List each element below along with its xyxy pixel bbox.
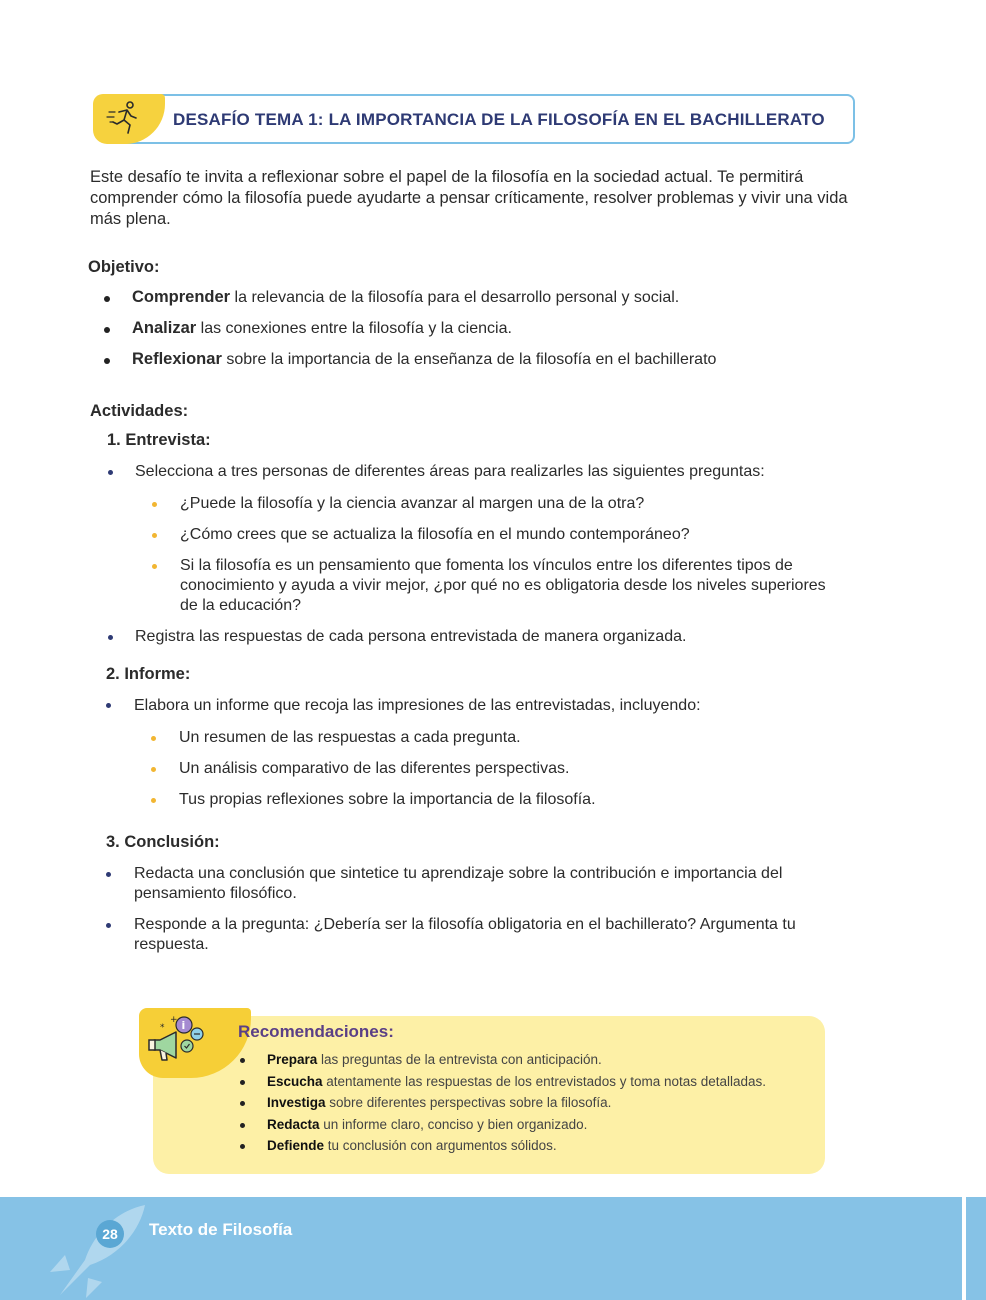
objective-list [104, 288, 716, 381]
recommendation-item [240, 1095, 766, 1117]
bullet [152, 502, 157, 507]
recommendation-text: atentamente las respuestas de los entrevistados y toma notas detalladas. [322, 1073, 767, 1089]
bullet [152, 533, 157, 538]
intro-paragraph: Este desafío te invita a reflexionar sobre el papel de la filosofía en la sociedad actual. Te permitirá comprender cómo la filosofía puede ayudarte a pensar críticamente, resolver problemas y vivir una vida más plena. [90, 168, 848, 228]
recommendation-keyword: Investiga [267, 1095, 326, 1110]
interview-question: ¿Cómo crees que se actualiza la filosofía en el mundo contemporáneo? [180, 526, 690, 543]
bullet [106, 703, 111, 708]
svg-text:i: i [181, 1019, 186, 1032]
running-person-icon [105, 98, 145, 138]
objective-heading: Objetivo: [88, 258, 160, 276]
objective-item-text: la relevancia de la filosofía para el desarrollo personal y social. [230, 289, 680, 306]
objective-item [104, 319, 716, 350]
bullet [151, 736, 156, 741]
bullet [106, 872, 111, 877]
recommendation-text: un informe claro, conciso y bien organizado. [319, 1116, 588, 1132]
bullet [151, 767, 156, 772]
recommendation-item [240, 1074, 766, 1096]
recommendation-keyword: Defiende [267, 1138, 325, 1153]
recommendation-item [240, 1052, 766, 1074]
recommendation-item [240, 1117, 766, 1139]
recommendation-item [240, 1138, 766, 1160]
report-subitem: Un resumen de las respuestas a cada pregunta. [179, 729, 521, 746]
svg-text:+: + [170, 1015, 178, 1025]
recommendations-list [240, 1052, 766, 1160]
page-number: 28 [96, 1220, 124, 1248]
interview-question: ¿Puede la filosofía y la ciencia avanzar al margen una de la otra? [180, 495, 645, 512]
objective-item-keyword: Analizar [132, 319, 197, 337]
recommendation-keyword: Redacta [267, 1116, 320, 1132]
recommendation-keyword: Prepara [267, 1052, 318, 1067]
bullet [108, 470, 113, 475]
report-heading: 2. Informe: [106, 665, 191, 683]
book-title: Texto de Filosofía [149, 1220, 293, 1239]
bullet [108, 635, 113, 640]
page-title: DESAFÍO TEMA 1: LA IMPORTANCIA DE LA FILOSOFÍA EN EL BACHILLERATO [173, 110, 825, 129]
megaphone-icon [146, 1010, 212, 1068]
svg-text:*: * [160, 1023, 165, 1033]
report-instruction: Elabora un informe que recoja las impresiones de las entrevistadas, incluyendo: [134, 697, 701, 714]
challenge-banner [93, 94, 853, 144]
footer-edge [966, 1197, 986, 1300]
objective-item-text: las conexiones entre la filosofía y la ciencia. [196, 320, 512, 337]
report-subitem: Tus propias reflexiones sobre la importancia de la filosofía. [179, 791, 596, 808]
recommendation-text: las preguntas de la entrevista con anticipación. [317, 1052, 602, 1067]
activities-heading: Actividades: [90, 402, 189, 420]
interview-record-instruction: Registra las respuestas de cada persona entrevistada de manera organizada. [135, 628, 687, 645]
recommendations-title: Recomendaciones: [238, 1022, 394, 1041]
objective-item [104, 288, 716, 319]
conclusion-heading: 3. Conclusión: [106, 833, 220, 851]
objective-item-keyword: Reflexionar [132, 350, 222, 368]
recommendation-text: tu conclusión con argumentos sólidos. [324, 1138, 557, 1153]
objective-item-text: sobre la importancia de la enseñanza de la filosofía en el bachillerato [221, 351, 717, 368]
objective-item [104, 350, 716, 381]
bullet [151, 798, 156, 803]
bullet [106, 923, 111, 928]
conclusion-item: Responde a la pregunta: ¿Debería ser la filosofía obligatoria en el bachillerato? Argumenta tu respuesta. [134, 916, 796, 953]
recommendation-text: sobre diferentes perspectivas sobre la filosofía. [325, 1095, 612, 1110]
rocket-icon [40, 1200, 160, 1300]
objective-item-keyword: Comprender [132, 288, 231, 306]
interview-instruction: Selecciona a tres personas de diferentes áreas para realizarles las siguientes preguntas: [135, 463, 765, 480]
recommendation-keyword: Escucha [267, 1073, 323, 1089]
bullet [152, 564, 157, 569]
interview-heading: 1. Entrevista: [107, 431, 211, 449]
conclusion-item: Redacta una conclusión que sintetice tu aprendizaje sobre la contribución e importancia del pensamiento filosófico. [134, 865, 783, 902]
interview-question: Si la filosofía es un pensamiento que fomenta los vínculos entre los diferentes tipos de conocimiento y ayuda a vivir mejor, ¿por qué no es obligatoria desde los niveles superiores de la educación? [180, 557, 826, 614]
report-subitem: Un análisis comparativo de las diferentes perspectivas. [179, 760, 570, 777]
